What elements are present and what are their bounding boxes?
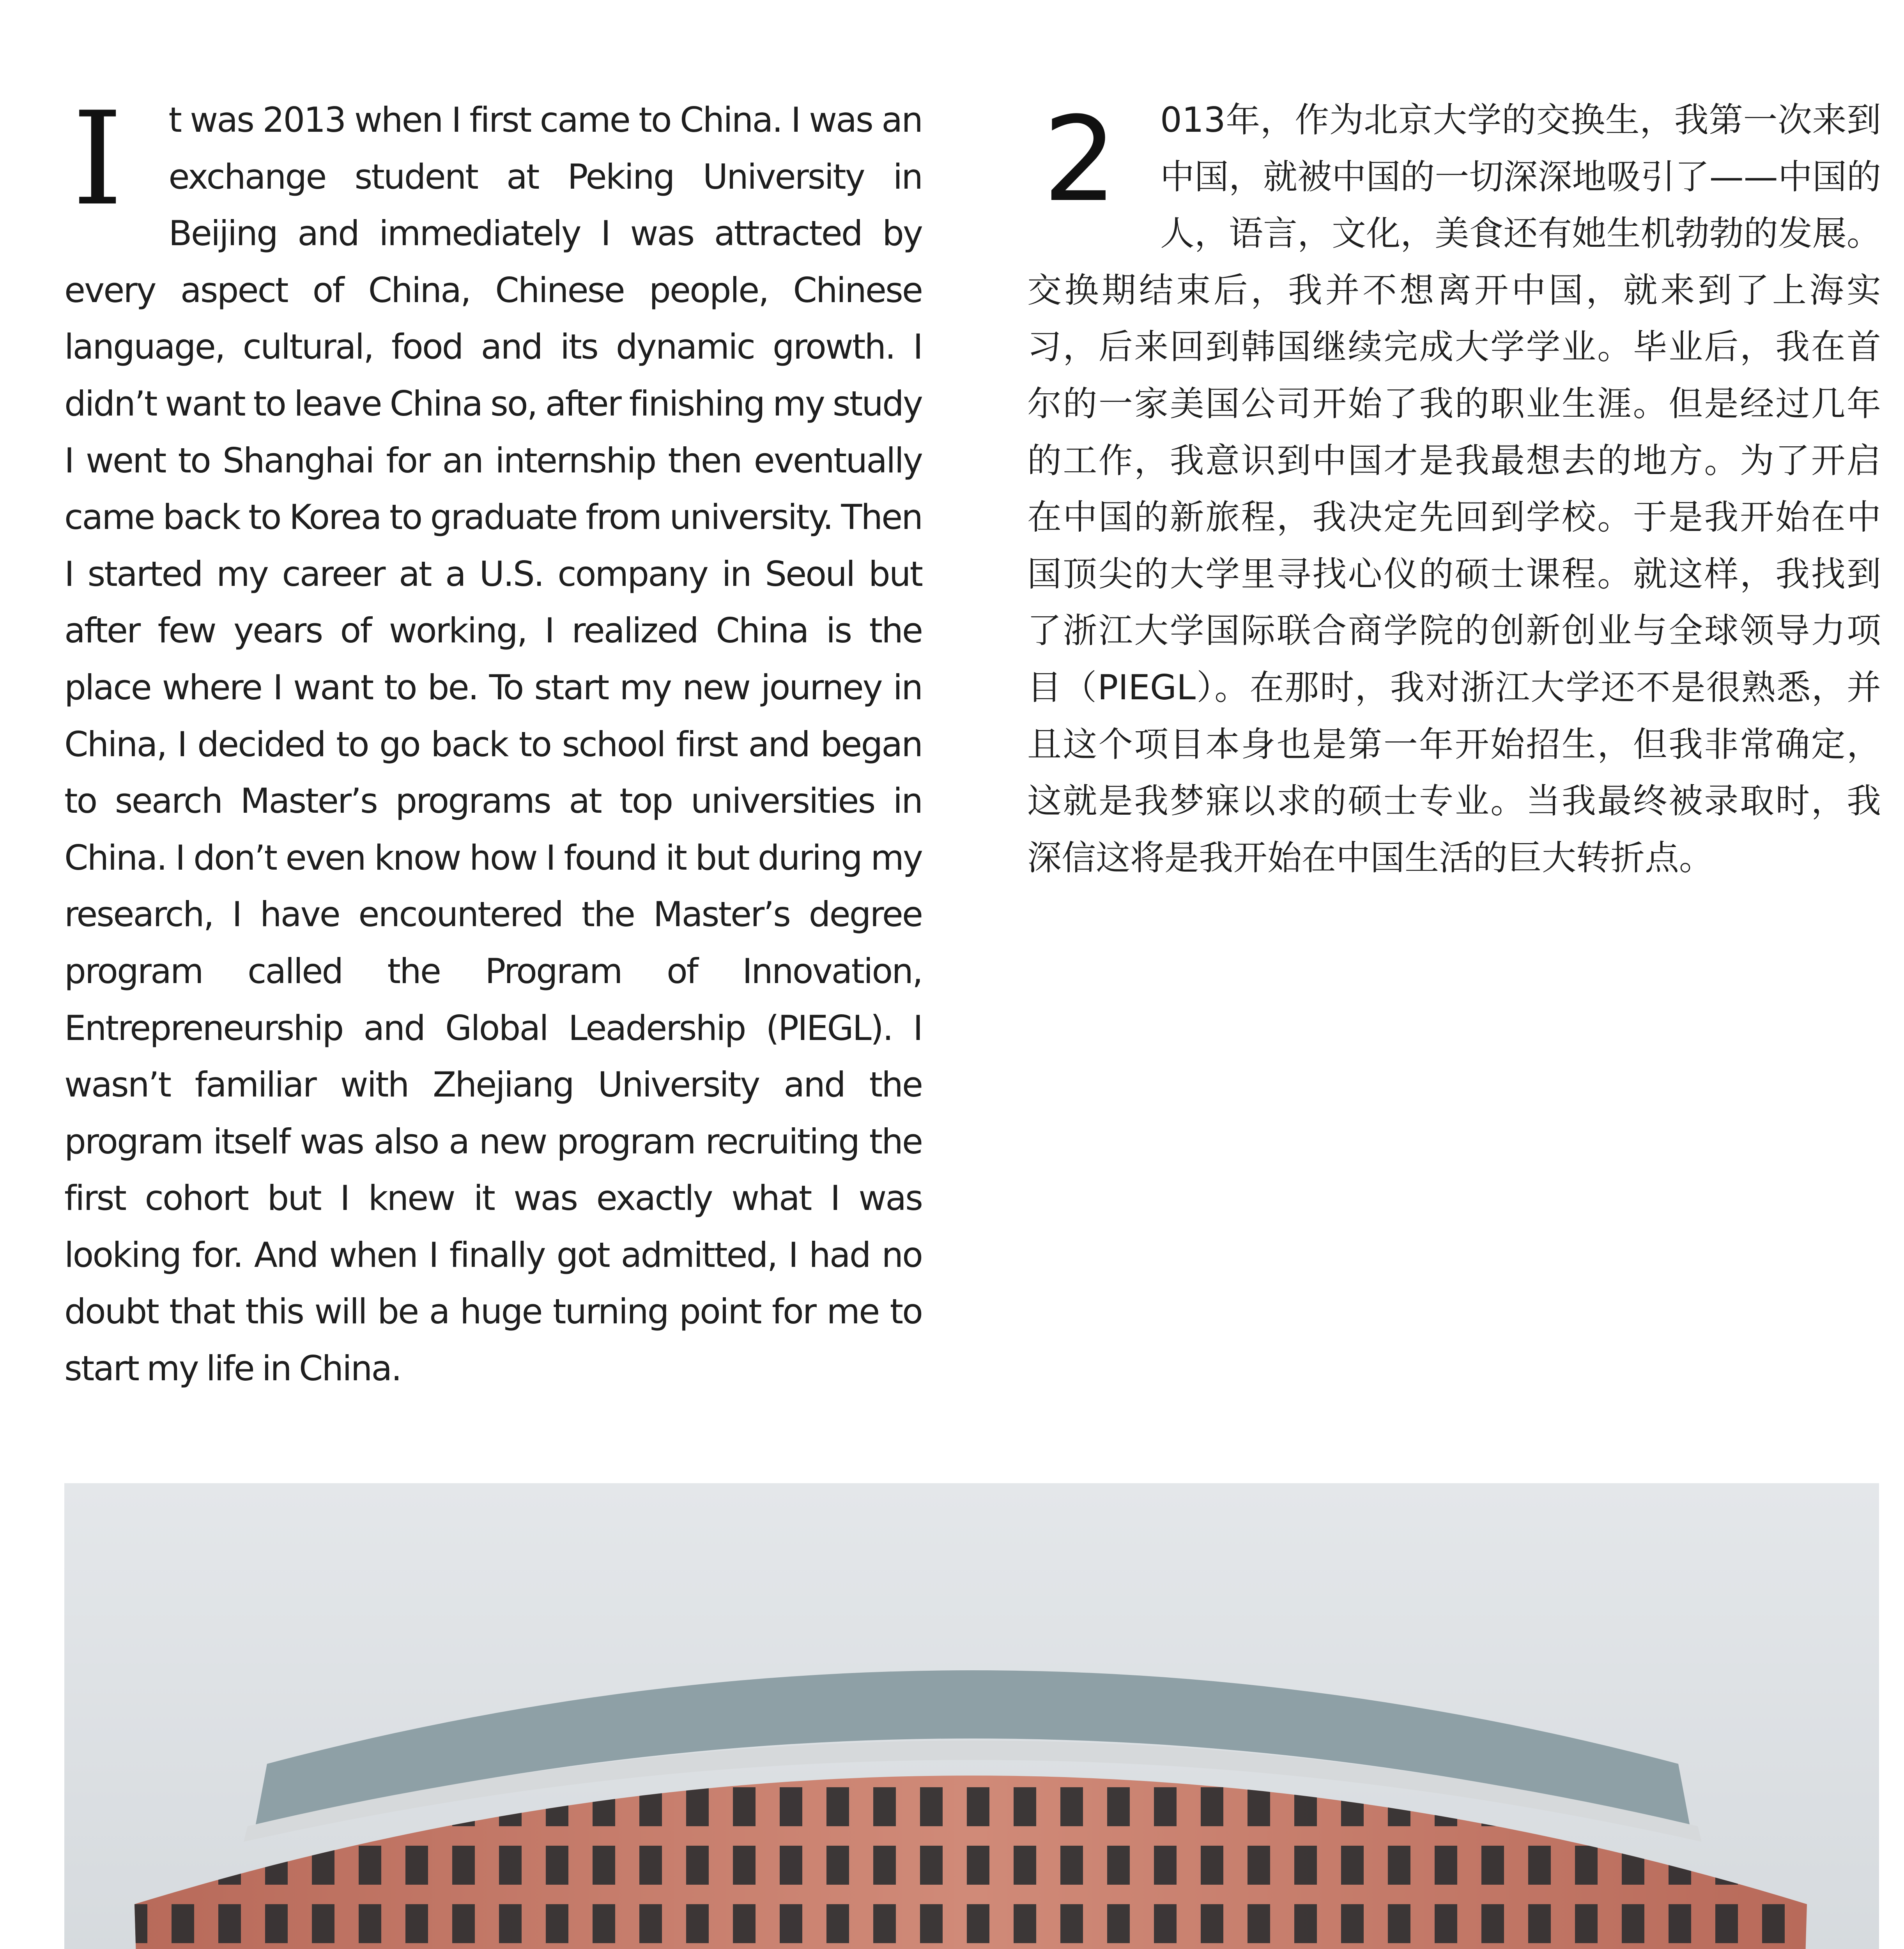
chinese-column [1027, 92, 1881, 886]
chinese-body-text: 013年，作为北京大学的交换生，我第一次来到中国，就被中国的一切深深地吸引了——中国的人，语言，文化，美食还有她生机勃勃的发展。交换期结束后，我并不想离开中国，就来到了上海实习，后来回到韩国继续完成大学学业。毕业后，我在首尔的一家美国公司开始了我的职业生涯。但是经过几年的工作，我意识到中国才是我最想去的地方。为了开启在中国的新旅程，我决定先回到学校。于是我开始在中国顶尖的大学里寻找心仪的硕士课程。就这样，我找到了浙江大学国际联合商学院的创新创业与全球领导力项目（PIEGL）。在那时，我对浙江大学还不是很熟悉，并且这个项目本身也是第一年开始招生，但我非常确定，这就是我梦寐以求的硕士专业。当我最终被录取时，我深信这将是我开始在中国生活的巨大转折点。 [1027, 100, 1881, 878]
english-drop-cap: I [72, 84, 122, 234]
chinese-drop-cap: 2 [1043, 92, 1117, 228]
campus-photo [64, 1483, 1879, 1949]
english-body-text: t was 2013 when I first came to China. I was an exchange student at Peking University in Beijing and immediately I was attracted by every aspect of China, Chinese people, Chinese language, cultural, food and its dynamic growth. I didn’t want to leave China so, after finishing my study I went to Shanghai for an internship then eventually came back to Korea to graduate from university. Then I started my career at a U.S. company in Seoul but after few years of working, I realized China is the place where I want to be. To start my new journey in China, I decided to go back to school first and began to search Master’s programs at top universities in China. I don’t even know how I found it but during my research, I have encountered the Master’s degree program called the Program of Innovation, Entrepreneurship and Global Leadership (PIEGL). I wasn’t familiar with Zhejiang University and the program itself was also a new program recruiting the first cohort but I knew it was exactly what I was looking for. And when I finally got admitted, I had no doubt that this will be a huge turning point for me to start my life in China. [64, 100, 922, 1389]
campus-photo-illustration [64, 1483, 1879, 1949]
english-column [64, 84, 922, 1397]
